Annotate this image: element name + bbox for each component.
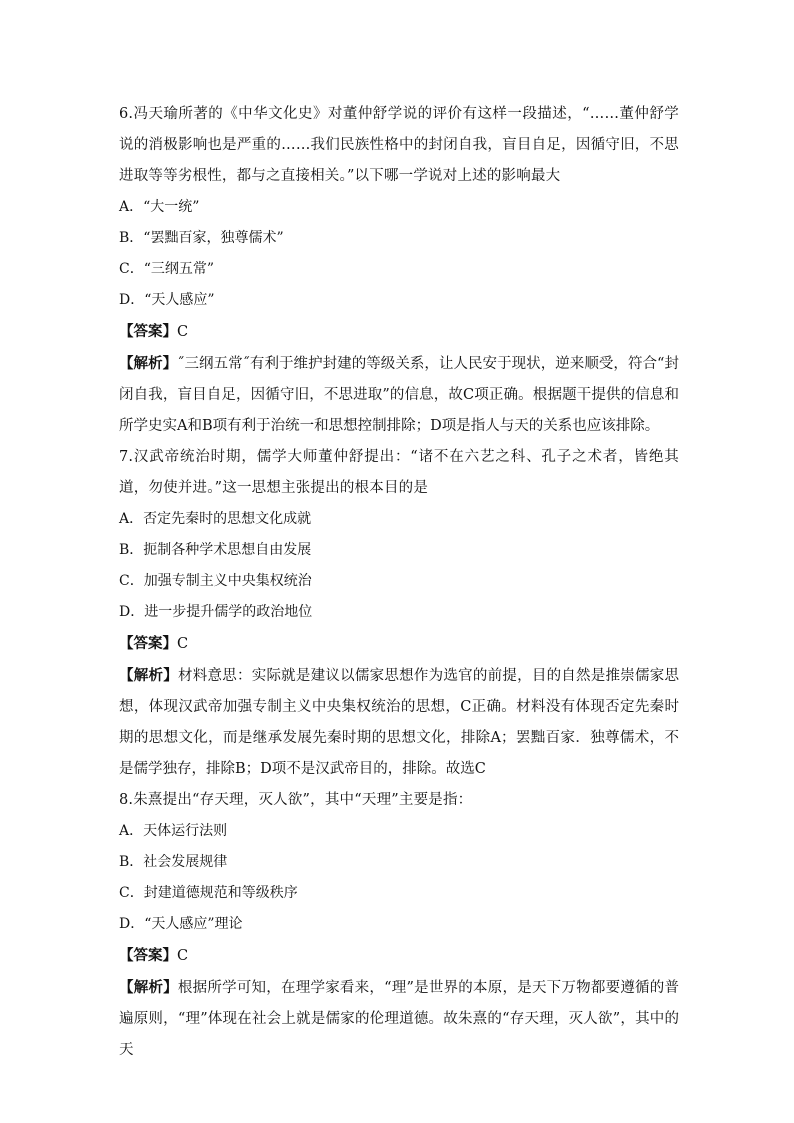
analysis-label: 【解析】 xyxy=(119,979,178,996)
answer-label: 【答案】 xyxy=(119,323,177,340)
analysis-block xyxy=(119,972,679,1066)
question-6 xyxy=(119,99,679,442)
question-stem: 8.朱熹提出“存天理，灭人欲”，其中“天理”主要是指： xyxy=(119,792,473,808)
option-a: A．天体运行法则 xyxy=(119,823,228,839)
answer-line xyxy=(119,940,679,972)
analysis-label: 【解析】 xyxy=(119,355,178,372)
option-c: C．封建道德规范和等级秩序 xyxy=(119,885,298,901)
option-d: D．“天人感应” xyxy=(119,292,215,308)
answer-value: C xyxy=(177,948,189,964)
answer-label: 【答案】 xyxy=(119,635,177,652)
analysis-block xyxy=(119,348,679,442)
analysis-text: ˝三纲五常˝有利于维护封建的等级关系，让人民安于现状，逆来顺受，符合“封闭自我，盲目自足，因循守旧，不思进取”的信息，故C项正确。根据题干提供的信息和所学史实A和B项有利于治统一和思想控制排除；D项是指人与天的关系也应该排除。 xyxy=(119,356,679,434)
analysis-label: 【解析】 xyxy=(119,667,178,684)
option-d: D．“天人感应”理论 xyxy=(119,916,243,932)
answer-label: 【答案】 xyxy=(119,947,177,964)
option-d: D．进一步提升儒学的政治地位 xyxy=(119,604,313,620)
question-stem: 6.冯天瑜所著的《中华文化史》对董仲舒学说的评价有这样一段描述，“……董仲舒学说的消极影响也是严重的……我们民族性格中的封闭自我，盲目自足，因循守旧，不思进取等等劣根性，都与之直接相关。”以下哪一学说对上述的影响最大 xyxy=(119,106,679,184)
answer-line xyxy=(119,316,679,348)
answer-line xyxy=(119,628,679,660)
answer-value: C xyxy=(177,324,189,340)
analysis-text: 根据所学可知，在理学家看来，“理”是世界的本原，是天下万物都要遵循的普遍原则，“理”体现在社会上就是儒家的伦理道德。故朱熹的“存天理，灭人欲”，其中的天 xyxy=(119,980,680,1058)
option-b: B．“罢黜百家，独尊儒术” xyxy=(119,230,284,246)
analysis-block xyxy=(119,660,679,785)
option-b: B．社会发展规律 xyxy=(119,854,228,870)
option-a: A．“大一统” xyxy=(119,199,200,215)
document-page xyxy=(119,99,679,1066)
question-7 xyxy=(119,442,679,785)
option-c: C．加强专制主义中央集权统治 xyxy=(119,573,312,589)
answer-value: C xyxy=(177,636,189,652)
question-stem: 7.汉武帝统治时期，儒学大师董仲舒提出：“诸不在六艺之科、孔子之术者，皆绝其道，勿使并进。”这一思想主张提出的根本目的是 xyxy=(119,449,679,496)
question-8 xyxy=(119,785,679,1066)
analysis-text: 材料意思：实际就是建议以儒家思想作为选官的前提，目的自然是推崇儒家思想，体现汉武帝加强专制主义中央集权统治的思想，C正确。材料没有体现否定先秦时期的思想文化，而是继承发展先秦时期的思想文化，排除A；罢黜百家．独尊儒术，不是儒学独存，排除B；D项不是汉武帝目的，排除。故选C xyxy=(119,668,680,777)
option-b: B．扼制各种学术思想自由发展 xyxy=(119,542,312,558)
option-a: A．否定先秦时的思想文化成就 xyxy=(119,511,312,527)
option-c: C．“三纲五常” xyxy=(119,261,215,277)
